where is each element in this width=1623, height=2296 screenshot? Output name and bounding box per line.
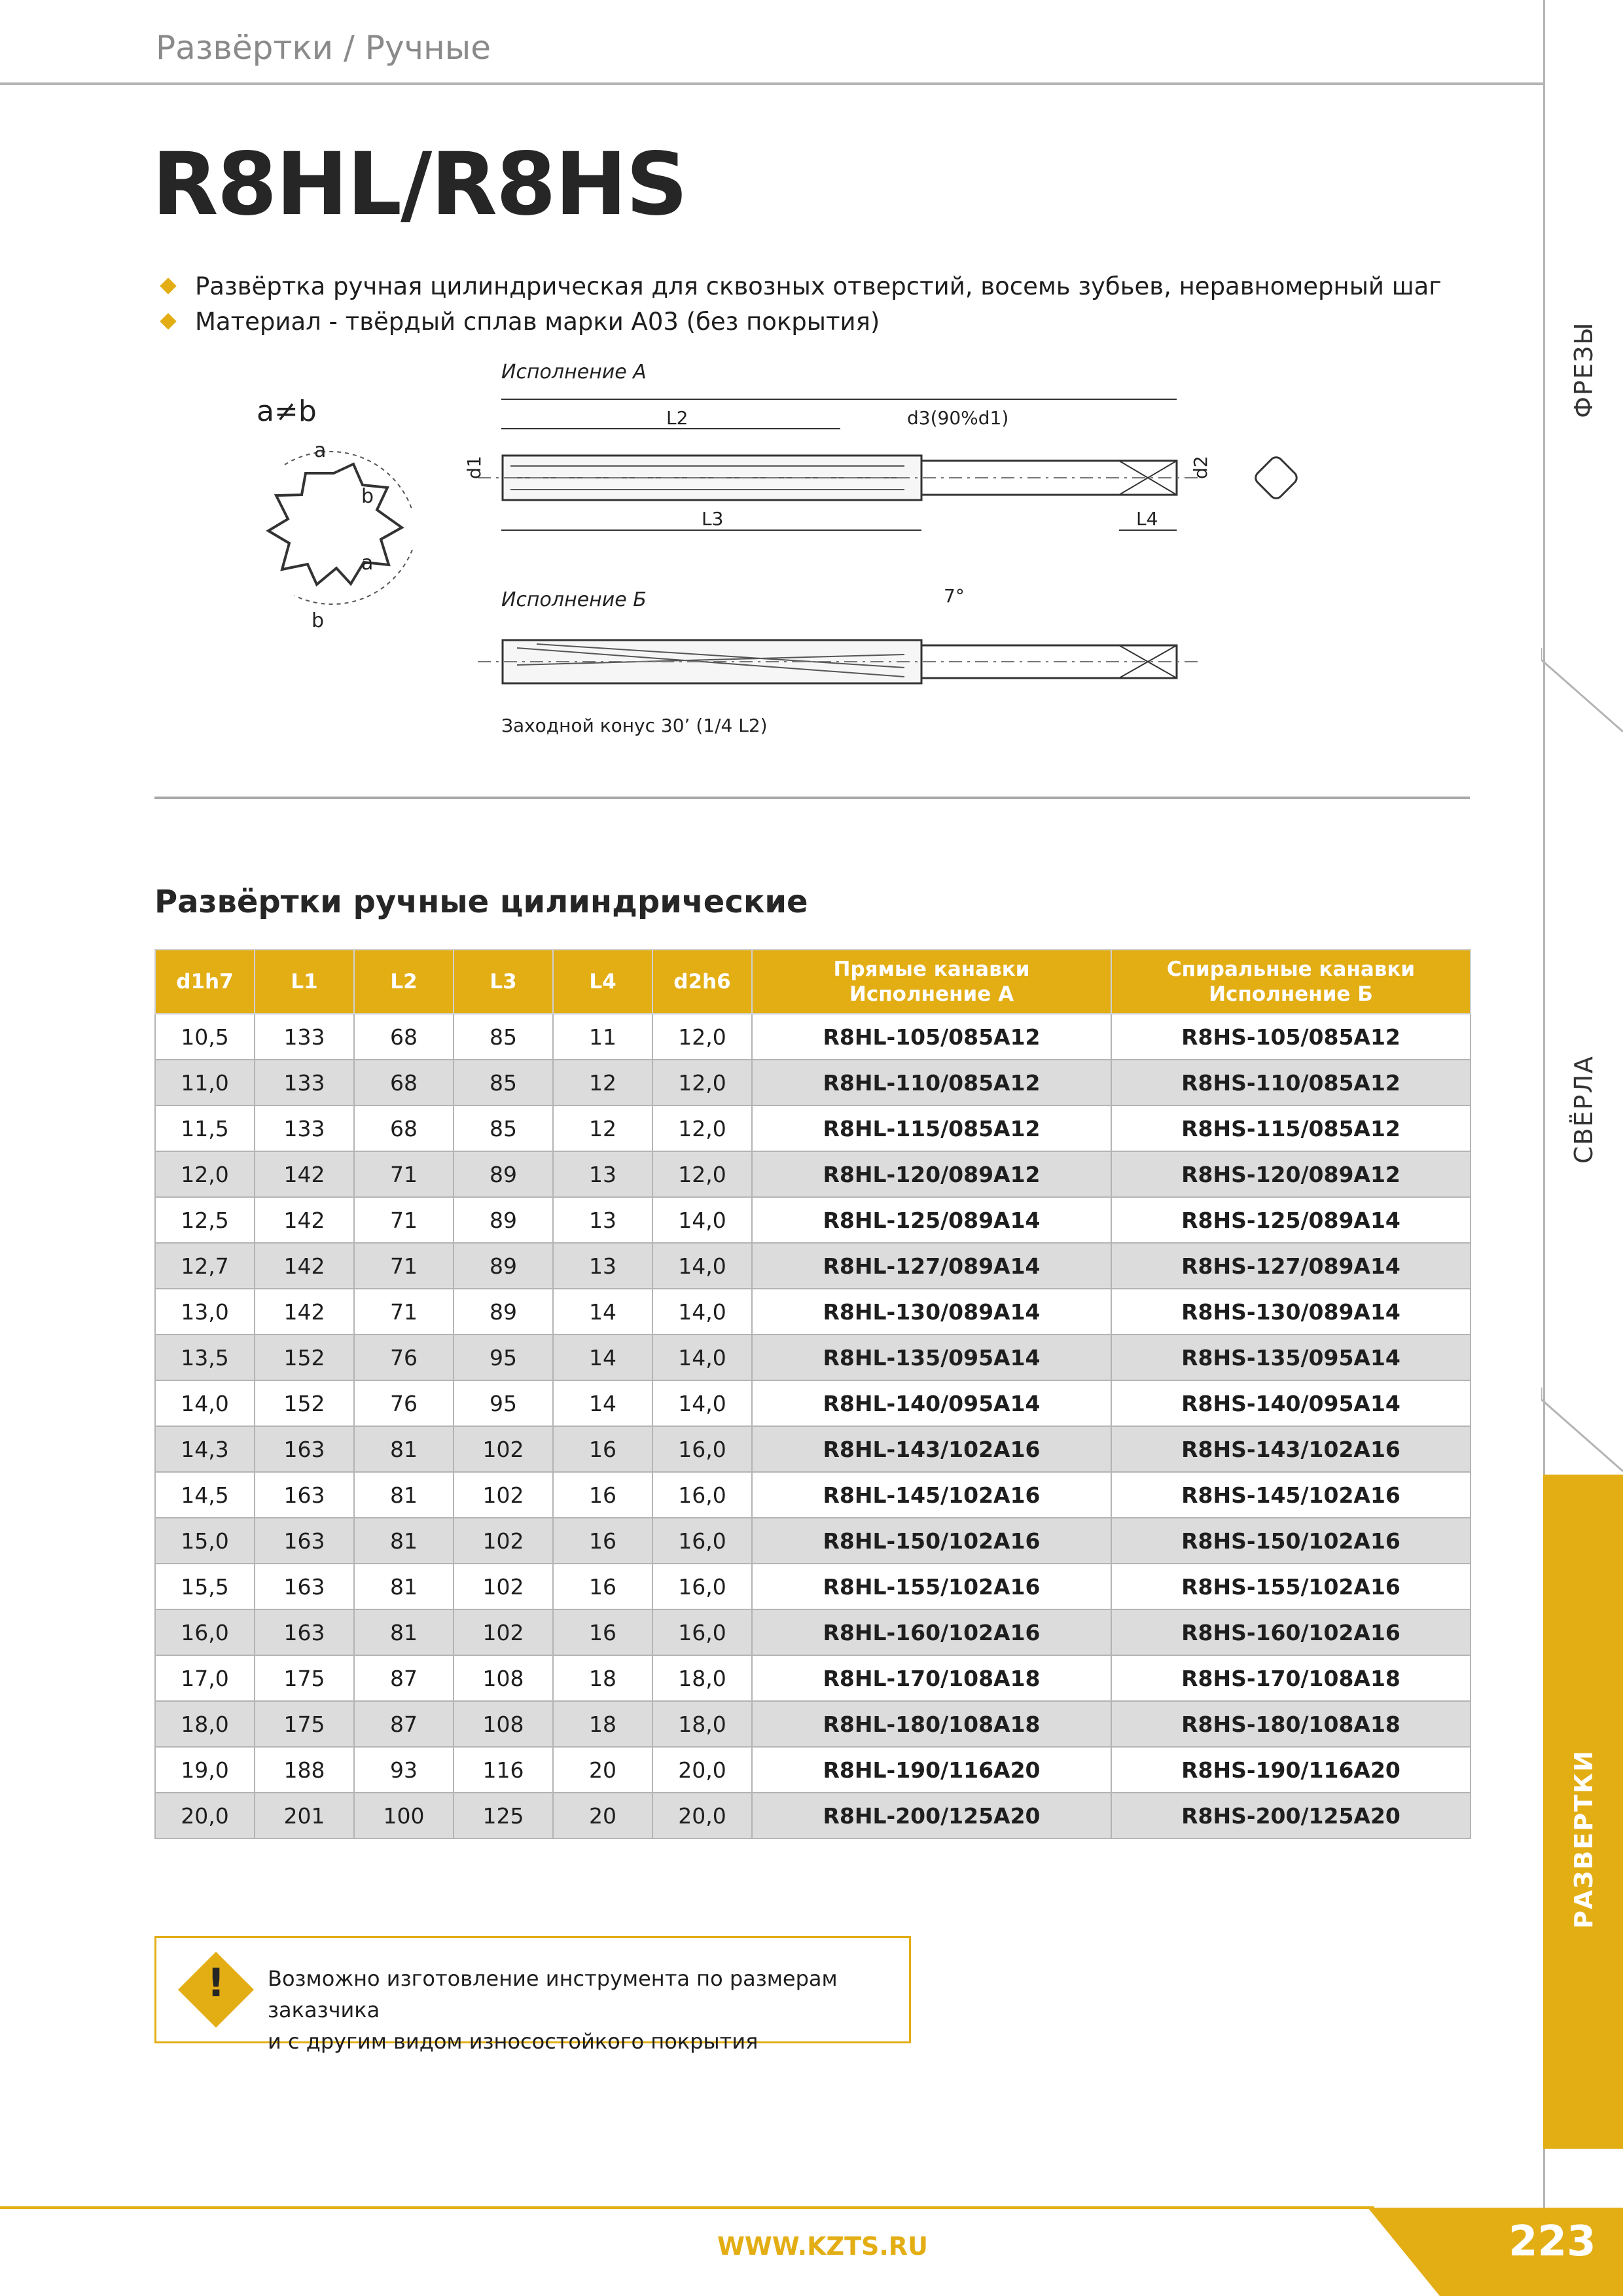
cross-section-label: a≠b <box>257 395 317 428</box>
table-cell: 18 <box>553 1655 652 1701</box>
table-cell: 20,0 <box>155 1793 255 1839</box>
table-cell: 95 <box>454 1335 553 1380</box>
table-cell: 89 <box>454 1151 553 1197</box>
table-cell: 14,3 <box>155 1426 255 1472</box>
table-row <box>155 1197 1471 1243</box>
table-cell: 116 <box>454 1747 553 1793</box>
table-cell: 87 <box>354 1701 454 1747</box>
table-cell-code: R8HL-140/095A14 <box>752 1380 1111 1426</box>
table-cell-code: R8HS-115/085A12 <box>1111 1105 1471 1151</box>
feature-text: Развёртка ручная цилиндрическая для сквозных отверстий, восемь зубьев, неравномерный шаг <box>195 272 1442 300</box>
dim-d3-label: d3(90%d1) <box>907 407 1009 429</box>
table-cell: 81 <box>354 1609 454 1655</box>
table-cell: 76 <box>354 1335 454 1380</box>
table-cell: 163 <box>255 1472 354 1518</box>
table-row <box>155 1151 1471 1197</box>
notice-text <box>268 1963 909 2057</box>
table-cell-code: R8HS-140/095A14 <box>1111 1380 1471 1426</box>
technical-drawing <box>196 353 1309 746</box>
table-cell: 11,5 <box>155 1105 255 1151</box>
table-row <box>155 1380 1471 1426</box>
table-cell: 13 <box>553 1151 652 1197</box>
col-header-line: Спиральные канавки <box>1166 958 1416 981</box>
table-cell: 16 <box>553 1518 652 1564</box>
table-cell: 89 <box>454 1243 553 1289</box>
tab-drills[interactable] <box>1544 1041 1623 1178</box>
table-cell-code: R8HL-143/102A16 <box>752 1426 1111 1472</box>
table-cell: 93 <box>354 1747 454 1793</box>
header-divider <box>0 82 1543 85</box>
table-cell: 16 <box>553 1564 652 1609</box>
table-cell-code: R8HL-110/085A12 <box>752 1060 1111 1105</box>
tab-mills[interactable] <box>1544 301 1623 439</box>
table-row <box>155 1701 1471 1747</box>
table-cell: 16,0 <box>652 1564 752 1609</box>
table-cell: 76 <box>354 1380 454 1426</box>
col-header: L4 <box>553 950 652 1014</box>
pitch-b-label: b <box>361 485 374 508</box>
table-cell: 108 <box>454 1701 553 1747</box>
table-cell: 17,0 <box>155 1655 255 1701</box>
table-cell: 71 <box>354 1243 454 1289</box>
table-cell: 15,0 <box>155 1518 255 1564</box>
table-cell: 14,0 <box>652 1243 752 1289</box>
table-header-row <box>155 950 1471 1014</box>
table-cell: 12,0 <box>155 1151 255 1197</box>
table-cell-code: R8HS-110/085A12 <box>1111 1060 1471 1105</box>
table-cell: 16,0 <box>652 1426 752 1472</box>
table-cell: 12,7 <box>155 1243 255 1289</box>
table-cell: 13,5 <box>155 1335 255 1380</box>
tab-reamers-label: РАЗВЕРТКИ <box>1569 1749 1599 1929</box>
table-cell: 14,0 <box>652 1335 752 1380</box>
col-header-line: Исполнение А <box>849 982 1014 1006</box>
table-cell: 16,0 <box>652 1518 752 1564</box>
table-cell: 16 <box>553 1426 652 1472</box>
table-cell-code: R8HS-155/102A16 <box>1111 1564 1471 1609</box>
table-cell: 85 <box>454 1105 553 1151</box>
table-cell: 133 <box>255 1014 354 1060</box>
table-cell: 13 <box>553 1243 652 1289</box>
pitch-b-label: b <box>312 609 325 632</box>
col-header: L3 <box>454 950 553 1014</box>
angle-label: 7° <box>944 585 965 607</box>
table-cell: 163 <box>255 1564 354 1609</box>
table-cell-code: R8HL-125/089A14 <box>752 1197 1111 1243</box>
dim-l4-label: L4 <box>1136 508 1158 529</box>
col-header: L2 <box>354 950 454 1014</box>
table-cell: 133 <box>255 1060 354 1105</box>
table-cell: 71 <box>354 1197 454 1243</box>
reamer-cross-section <box>268 464 402 584</box>
table-cell: 14,0 <box>155 1380 255 1426</box>
table-cell: 163 <box>255 1518 354 1564</box>
feature-list <box>157 268 1442 339</box>
table-cell-code: R8HL-120/089A12 <box>752 1151 1111 1197</box>
table-cell: 20 <box>553 1747 652 1793</box>
table-cell-code: R8HS-120/089A12 <box>1111 1151 1471 1197</box>
table-cell: 85 <box>454 1014 553 1060</box>
pitch-a-label: a <box>314 439 327 462</box>
tab-drills-label: СВЁРЛА <box>1569 1054 1599 1164</box>
table-cell: 87 <box>354 1655 454 1701</box>
table-cell: 16,0 <box>652 1609 752 1655</box>
table-cell: 10,5 <box>155 1014 255 1060</box>
table-cell: 142 <box>255 1289 354 1335</box>
table-row <box>155 1518 1471 1564</box>
dim-d2-label: d2 <box>1190 456 1211 479</box>
breadcrumb: Развёртки / Ручные <box>156 29 491 67</box>
col-header: d1h7 <box>155 950 255 1014</box>
dim-l2-label: L2 <box>666 407 688 429</box>
spec-table <box>154 949 1471 1839</box>
table-cell: 12,5 <box>155 1197 255 1243</box>
footer-divider <box>0 2206 1374 2209</box>
table-cell-code: R8HS-190/116A20 <box>1111 1747 1471 1793</box>
table-cell: 12,0 <box>652 1060 752 1105</box>
table-cell-code: R8HS-150/102A16 <box>1111 1518 1471 1564</box>
table-cell-code: R8HL-190/116A20 <box>752 1747 1111 1793</box>
table-cell: 18,0 <box>652 1655 752 1701</box>
variant-a-label: Исполнение А <box>501 361 647 384</box>
variant-b-label: Исполнение Б <box>501 588 647 611</box>
table-cell-code: R8HL-145/102A16 <box>752 1472 1111 1518</box>
table-cell: 85 <box>454 1060 553 1105</box>
table-cell: 142 <box>255 1243 354 1289</box>
table-cell-code: R8HL-150/102A16 <box>752 1518 1111 1564</box>
pitch-a-label: a <box>361 552 374 575</box>
table-cell: 12 <box>553 1060 652 1105</box>
table-cell: 201 <box>255 1793 354 1839</box>
table-row <box>155 1564 1471 1609</box>
table-cell: 133 <box>255 1105 354 1151</box>
tab-mills-label: ФРЕЗЫ <box>1569 321 1598 418</box>
cross-section-view <box>257 395 412 632</box>
table-cell: 19,0 <box>155 1747 255 1793</box>
table-cell-code: R8HL-115/085A12 <box>752 1105 1111 1151</box>
bullet-diamond-icon <box>160 278 176 294</box>
table-cell: 13 <box>553 1197 652 1243</box>
table-row <box>155 1747 1471 1793</box>
table-cell-code: R8HL-200/125A20 <box>752 1793 1111 1839</box>
table-cell: 89 <box>454 1197 553 1243</box>
shank-square-end <box>1253 455 1300 501</box>
table-cell: 18,0 <box>652 1701 752 1747</box>
table-cell: 163 <box>255 1609 354 1655</box>
table-cell: 12 <box>553 1105 652 1151</box>
table-cell: 16 <box>553 1609 652 1655</box>
table-cell-code: R8HS-130/089A14 <box>1111 1289 1471 1335</box>
footer-url-link[interactable]: WWW.KZTS.RU <box>717 2232 928 2261</box>
notice-line: и с другим видом износостойкого покрытия <box>268 2029 758 2054</box>
table-row <box>155 1655 1471 1701</box>
col-header: d2h6 <box>652 950 752 1014</box>
exclamation-icon: ! <box>207 1960 225 2006</box>
custom-order-notice <box>154 1936 911 2054</box>
table-cell-code: R8HL-155/102A16 <box>752 1564 1111 1609</box>
table-cell: 16,0 <box>155 1609 255 1655</box>
table-cell: 102 <box>454 1564 553 1609</box>
table-cell-code: R8HL-180/108A18 <box>752 1701 1111 1747</box>
table-row <box>155 1335 1471 1380</box>
tab-reamers[interactable] <box>1544 1749 1623 1929</box>
table-cell-code: R8HS-125/089A14 <box>1111 1197 1471 1243</box>
feature-item <box>157 268 1442 304</box>
table-cell: 15,5 <box>155 1564 255 1609</box>
table-cell-code: R8HS-105/085A12 <box>1111 1014 1471 1060</box>
table-cell: 152 <box>255 1380 354 1426</box>
table-cell: 11,0 <box>155 1060 255 1105</box>
table-cell-code: R8HS-170/108A18 <box>1111 1655 1471 1701</box>
table-cell-code: R8HS-135/095A14 <box>1111 1335 1471 1380</box>
table-row <box>155 1014 1471 1060</box>
table-cell: 11 <box>553 1014 652 1060</box>
table-cell: 81 <box>354 1518 454 1564</box>
tab-notch <box>1541 1388 1623 1479</box>
dim-l3-label: L3 <box>702 508 724 529</box>
table-cell: 12,0 <box>652 1105 752 1151</box>
table-cell: 20,0 <box>652 1793 752 1839</box>
table-cell: 125 <box>454 1793 553 1839</box>
table-cell: 71 <box>354 1289 454 1335</box>
table-cell-code: R8HL-135/095A14 <box>752 1335 1111 1380</box>
table-row <box>155 1609 1471 1655</box>
table-row <box>155 1105 1471 1151</box>
table-cell: 81 <box>354 1564 454 1609</box>
table-cell: 81 <box>354 1472 454 1518</box>
table-cell: 175 <box>255 1701 354 1747</box>
table-cell: 71 <box>354 1151 454 1197</box>
table-cell: 142 <box>255 1197 354 1243</box>
table-cell: 95 <box>454 1380 553 1426</box>
table-cell-code: R8HS-127/089A14 <box>1111 1243 1471 1289</box>
table-cell: 16 <box>553 1472 652 1518</box>
table-cell: 142 <box>255 1151 354 1197</box>
notice-line: Возможно изготовление инструмента по размерам заказчика <box>268 1966 838 2022</box>
table-cell: 14,5 <box>155 1472 255 1518</box>
table-cell: 81 <box>354 1426 454 1472</box>
table-cell: 13,0 <box>155 1289 255 1335</box>
table-body <box>155 1014 1471 1839</box>
table-cell-code: R8HS-200/125A20 <box>1111 1793 1471 1839</box>
table-cell: 18 <box>553 1701 652 1747</box>
table-row <box>155 1472 1471 1518</box>
table-cell: 102 <box>454 1472 553 1518</box>
table-cell: 18,0 <box>155 1701 255 1747</box>
table-cell: 102 <box>454 1609 553 1655</box>
table-row <box>155 1060 1471 1105</box>
feature-item <box>157 304 1442 339</box>
table-cell: 163 <box>255 1426 354 1472</box>
table-cell: 100 <box>354 1793 454 1839</box>
col-header-straight <box>752 950 1111 1014</box>
col-header: L1 <box>255 950 354 1014</box>
col-header-spiral <box>1111 950 1471 1014</box>
table-cell: 188 <box>255 1747 354 1793</box>
feature-text: Материал - твёрдый сплав марки А03 (без покрытия) <box>195 307 880 336</box>
col-header-line: Прямые канавки <box>833 958 1030 981</box>
table-cell: 14,0 <box>652 1197 752 1243</box>
table-row <box>155 1243 1471 1289</box>
table-cell-code: R8HL-160/102A16 <box>752 1609 1111 1655</box>
table-cell-code: R8HS-160/102A16 <box>1111 1609 1471 1655</box>
table-cell: 68 <box>354 1014 454 1060</box>
table-row <box>155 1426 1471 1472</box>
bullet-diamond-icon <box>160 313 176 329</box>
table-cell-code: R8HL-105/085A12 <box>752 1014 1111 1060</box>
table-cell: 14 <box>553 1335 652 1380</box>
table-cell-code: R8HS-143/102A16 <box>1111 1426 1471 1472</box>
table-cell: 68 <box>354 1060 454 1105</box>
table-cell: 102 <box>454 1426 553 1472</box>
variant-a-view <box>463 361 1299 530</box>
table-cell: 108 <box>454 1655 553 1701</box>
table-row <box>155 1289 1471 1335</box>
table-cell: 68 <box>354 1105 454 1151</box>
table-cell: 14,0 <box>652 1289 752 1335</box>
table-cell: 12,0 <box>652 1151 752 1197</box>
table-row <box>155 1793 1471 1839</box>
section-divider <box>154 797 1470 799</box>
table-cell: 20,0 <box>652 1747 752 1793</box>
lead-taper-note: Заходной конус 30’ (1/4 L2) <box>501 715 768 736</box>
table-cell: 102 <box>454 1518 553 1564</box>
table-cell: 152 <box>255 1335 354 1380</box>
table-cell: 16,0 <box>652 1472 752 1518</box>
table-cell: 89 <box>454 1289 553 1335</box>
table-cell: 14,0 <box>652 1380 752 1426</box>
table-cell-code: R8HS-180/108A18 <box>1111 1701 1471 1747</box>
table-cell-code: R8HS-145/102A16 <box>1111 1472 1471 1518</box>
tab-notch <box>1541 648 1623 740</box>
table-cell-code: R8HL-127/089A14 <box>752 1243 1111 1289</box>
dim-d1-label: d1 <box>463 456 485 479</box>
table-cell: 175 <box>255 1655 354 1701</box>
table-cell: 20 <box>553 1793 652 1839</box>
table-cell: 14 <box>553 1289 652 1335</box>
table-cell-code: R8HL-130/089A14 <box>752 1289 1111 1335</box>
section-title: Развёртки ручные цилиндрические <box>154 884 808 920</box>
page-title: R8HL/R8HS <box>152 134 687 235</box>
page-number: 223 <box>1508 2217 1596 2266</box>
table-cell-code: R8HL-170/108A18 <box>752 1655 1111 1701</box>
variant-b-view <box>478 585 1198 736</box>
table-cell: 14 <box>553 1380 652 1426</box>
col-header-line: Исполнение Б <box>1209 982 1373 1006</box>
table-cell: 12,0 <box>652 1014 752 1060</box>
